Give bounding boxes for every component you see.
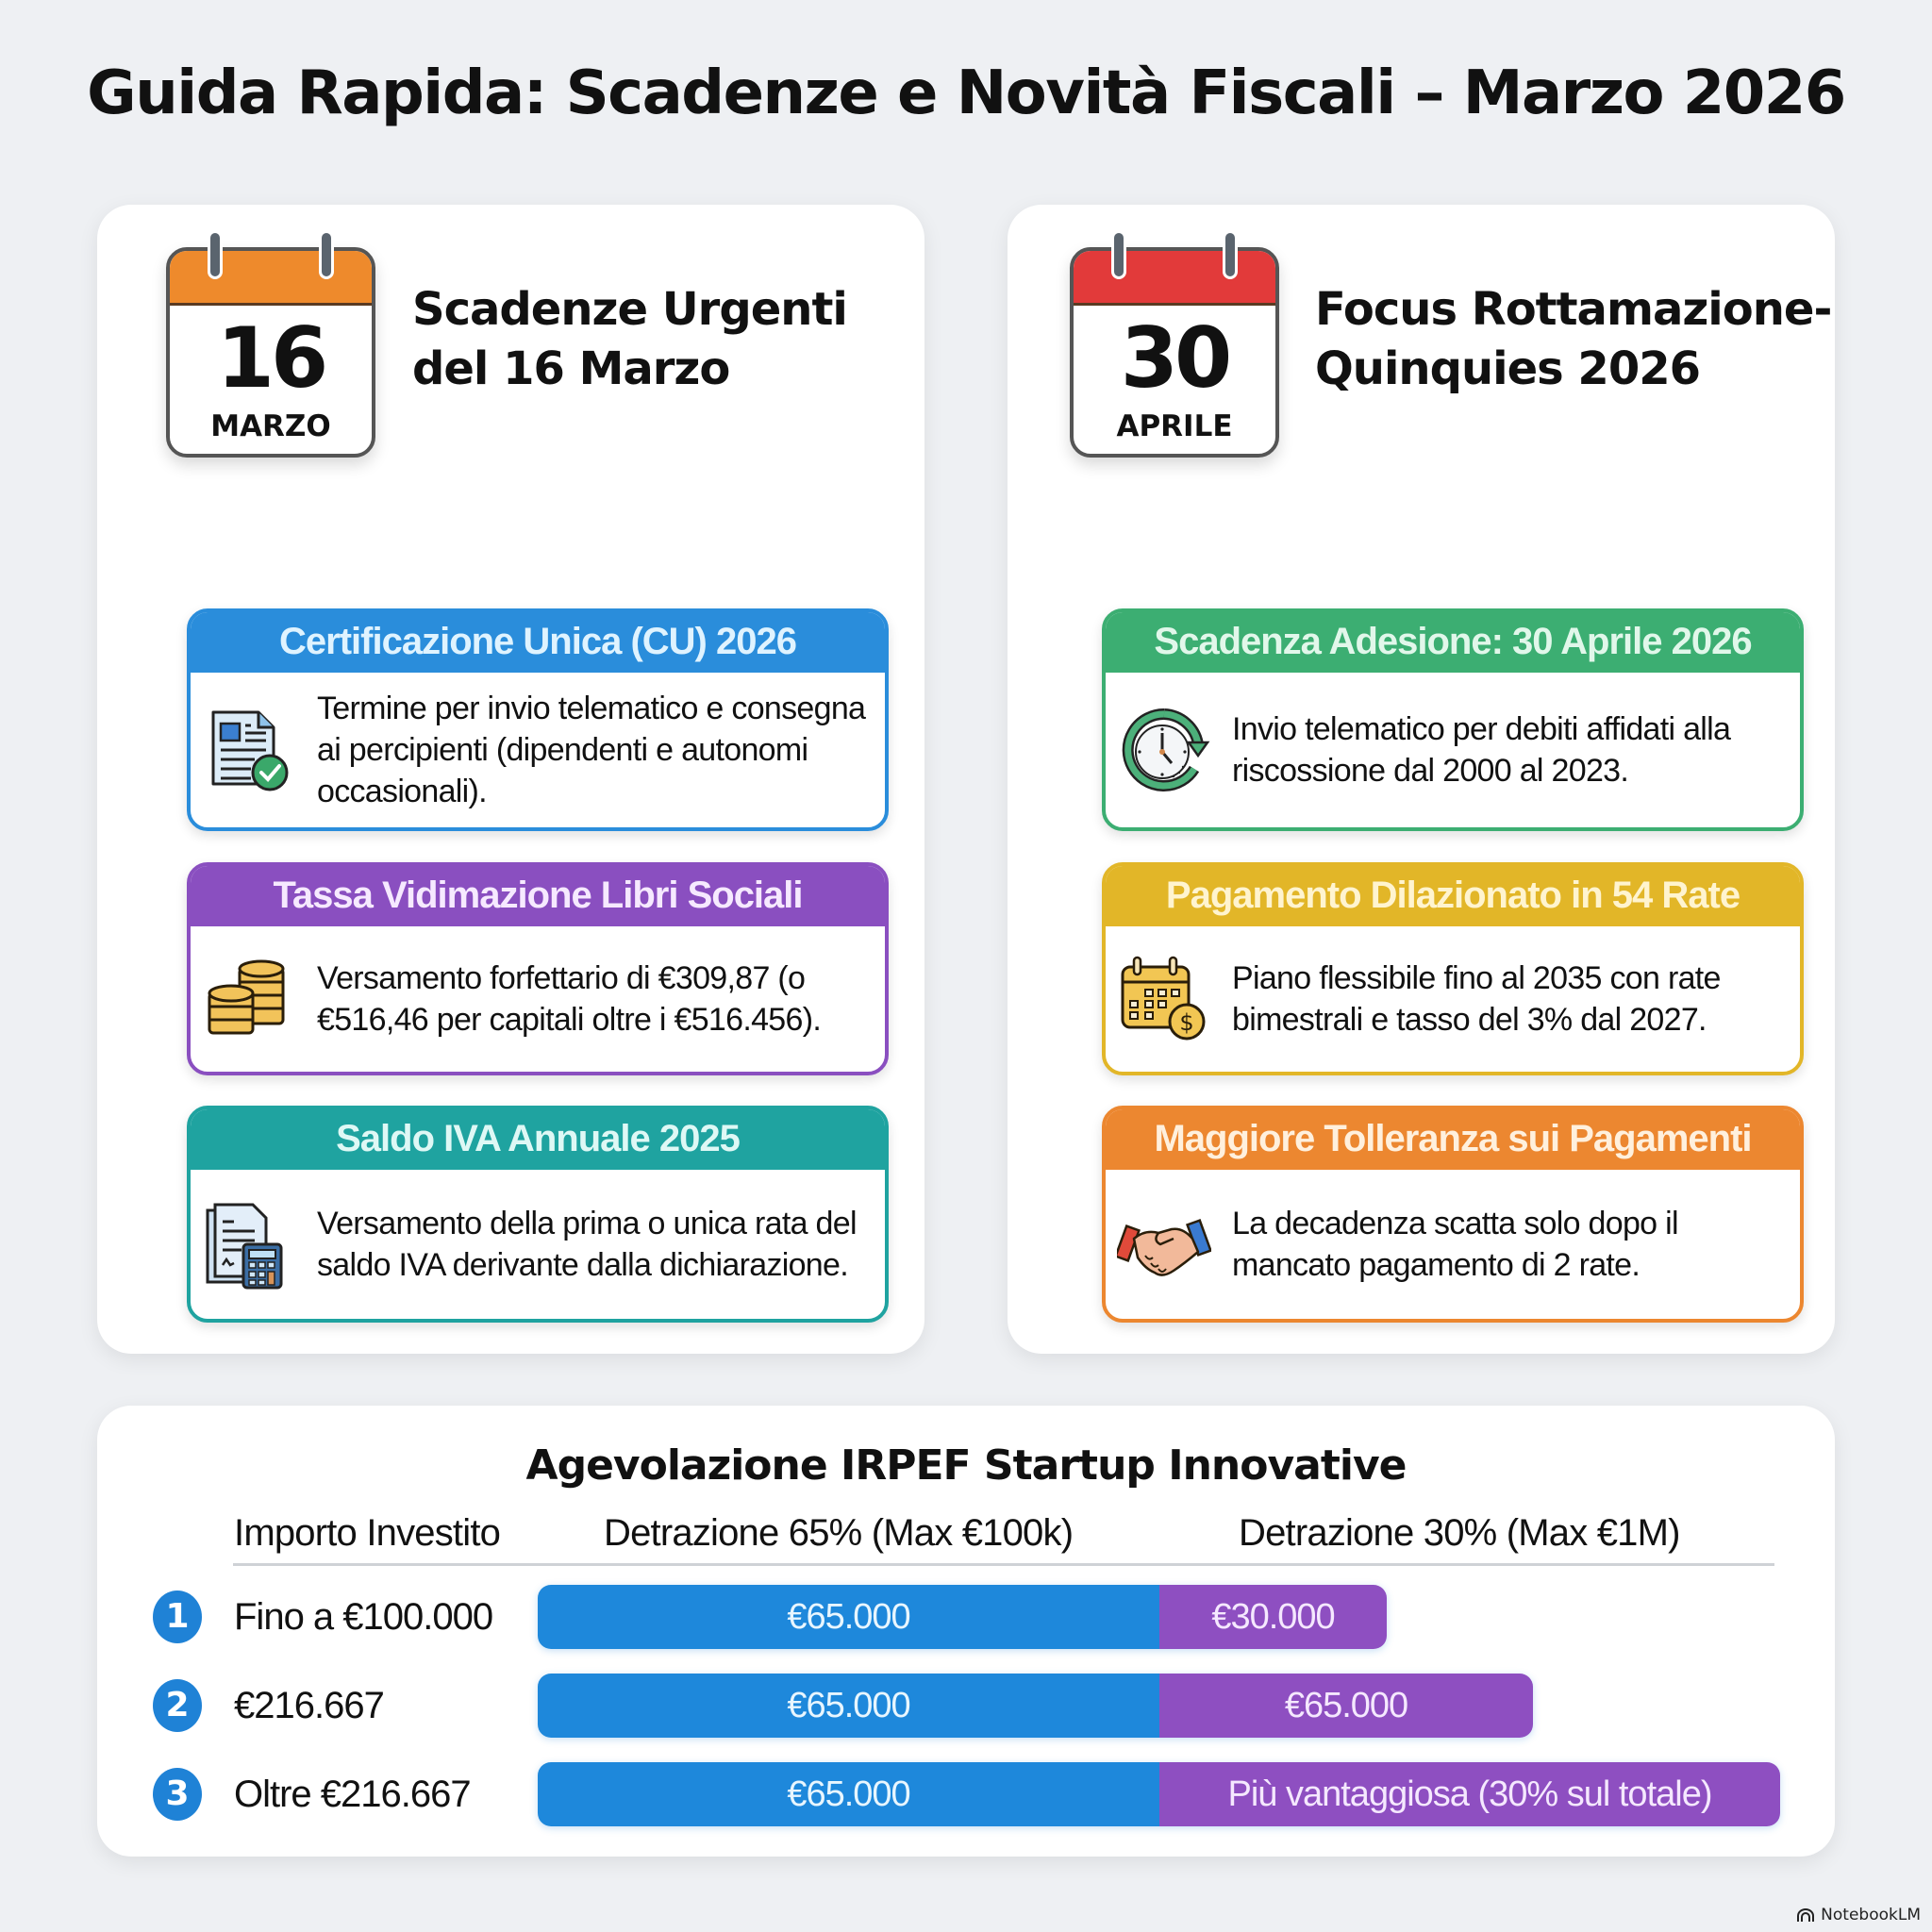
- row-amount: Oltre €216.667: [234, 1774, 471, 1815]
- card-description: Piano flessibile fino al 2035 con rate bimestrali e tasso del 3% dal 2027.: [1232, 960, 1721, 1038]
- calendar-header: [170, 251, 372, 306]
- section-title: Agevolazione IRPEF Startup Innovative: [525, 1441, 1407, 1490]
- heading-line-2: del 16 Marzo: [412, 342, 730, 395]
- calendar-ring: [1111, 230, 1126, 279]
- card-maggiore-tolleranza: [1102, 1106, 1804, 1323]
- calendar-month: APRILE: [1116, 409, 1233, 443]
- panel-rottamazione-quinquies: [1008, 205, 1835, 1354]
- heading-line-2: Quinquies 2026: [1315, 342, 1701, 395]
- heading-line-1: Scadenze Urgenti: [412, 283, 847, 336]
- calendar-header: [1074, 251, 1275, 306]
- svg-text:$: $: [1179, 1009, 1194, 1036]
- card-title: Tassa Vidimazione Libri Sociali: [191, 866, 885, 926]
- card-tassa-vidimazione: [187, 862, 889, 1075]
- column-header-importo: Importo Investito: [234, 1512, 501, 1554]
- panel-agevolazione-irpef: [97, 1406, 1835, 1857]
- card-description: Versamento forfettario di €309,87 (o €516,46 per capitali oltre i €516.456).: [317, 960, 822, 1038]
- card-title: Maggiore Tolleranza sui Pagamenti: [1106, 1109, 1800, 1170]
- deduction-30-segment: €65.000: [1159, 1674, 1533, 1738]
- card-title: Saldo IVA Annuale 2025: [191, 1109, 885, 1170]
- card-title: Certificazione Unica (CU) 2026: [191, 612, 885, 673]
- page-title: Guida Rapida: Scadenze e Novità Fiscali – Marzo 2026: [87, 58, 1845, 128]
- card-scadenza-adesione: [1102, 608, 1804, 831]
- row-amount: Fino a €100.000: [234, 1596, 493, 1638]
- panel-heading: [1315, 280, 1843, 399]
- deduction-bar: [538, 1585, 1387, 1649]
- card-description: Versamento della prima o unica rata del saldo IVA derivante dalla dichiarazione.: [317, 1206, 857, 1283]
- column-header-detrazione-65: Detrazione 65% (Max €100k): [604, 1512, 1074, 1554]
- calendar-ring: [1223, 230, 1238, 279]
- notebooklm-watermark: [1796, 1906, 1921, 1924]
- brand-label: NotebookLM: [1821, 1906, 1921, 1924]
- calendar-icon-30-aprile: [1070, 247, 1279, 458]
- deduction-bar: [538, 1674, 1533, 1738]
- calendar-day: 16: [216, 309, 325, 407]
- card-title: Pagamento Dilazionato in 54 Rate: [1106, 866, 1800, 926]
- document-calculator-icon: [202, 1197, 296, 1291]
- card-description: La decadenza scatta solo dopo il mancato pagamento di 2 rate.: [1232, 1206, 1678, 1283]
- row-number-badge: 2: [153, 1679, 202, 1732]
- deduction-30-segment: €30.000: [1159, 1585, 1387, 1649]
- calendar-dollar-icon: [1117, 952, 1211, 1046]
- deduction-65-segment: €65.000: [538, 1674, 1159, 1738]
- calendar-icon-16-marzo: [166, 247, 375, 458]
- row-number-badge: 3: [153, 1768, 202, 1821]
- panel-scadenze-urgenti: [97, 205, 924, 1354]
- header-divider: [233, 1563, 1774, 1566]
- deduction-65-segment: €65.000: [538, 1585, 1159, 1649]
- heading-line-1: Focus Rottamazione-: [1315, 283, 1832, 336]
- card-saldo-iva: [187, 1106, 889, 1323]
- card-description: Termine per invio telematico e consegna ai percipienti (dipendenti e autonomi occasionali).: [317, 691, 866, 809]
- card-pagamento-dilazionato: [1102, 862, 1804, 1075]
- row-number-badge: 1: [153, 1591, 202, 1643]
- calendar-ring: [319, 230, 334, 279]
- notebooklm-logo-icon: [1796, 1907, 1815, 1923]
- calendar-month: MARZO: [210, 409, 331, 443]
- card-certificazione-unica: [187, 608, 889, 831]
- row-amount: €216.667: [234, 1685, 384, 1726]
- table-row: [97, 1585, 1835, 1649]
- calendar-ring: [208, 230, 223, 279]
- card-description: Invio telematico per debiti affidati alla riscossione dal 2000 al 2023.: [1232, 711, 1731, 789]
- panel-heading: [412, 280, 922, 399]
- deduction-bar: [538, 1762, 1780, 1826]
- clock-deadline-icon: [1117, 703, 1211, 797]
- table-row: [97, 1762, 1835, 1826]
- column-header-detrazione-30: Detrazione 30% (Max €1M): [1239, 1512, 1680, 1554]
- calendar-day: 30: [1120, 309, 1229, 407]
- card-title: Scadenza Adesione: 30 Aprile 2026: [1106, 612, 1800, 673]
- table-row: [97, 1674, 1835, 1738]
- handshake-icon: [1117, 1197, 1211, 1291]
- document-check-icon: [202, 703, 296, 797]
- deduction-30-segment: Più vantaggiosa (30% sul totale): [1159, 1762, 1780, 1826]
- deduction-65-segment: €65.000: [538, 1762, 1159, 1826]
- coins-stack-icon: [202, 952, 296, 1046]
